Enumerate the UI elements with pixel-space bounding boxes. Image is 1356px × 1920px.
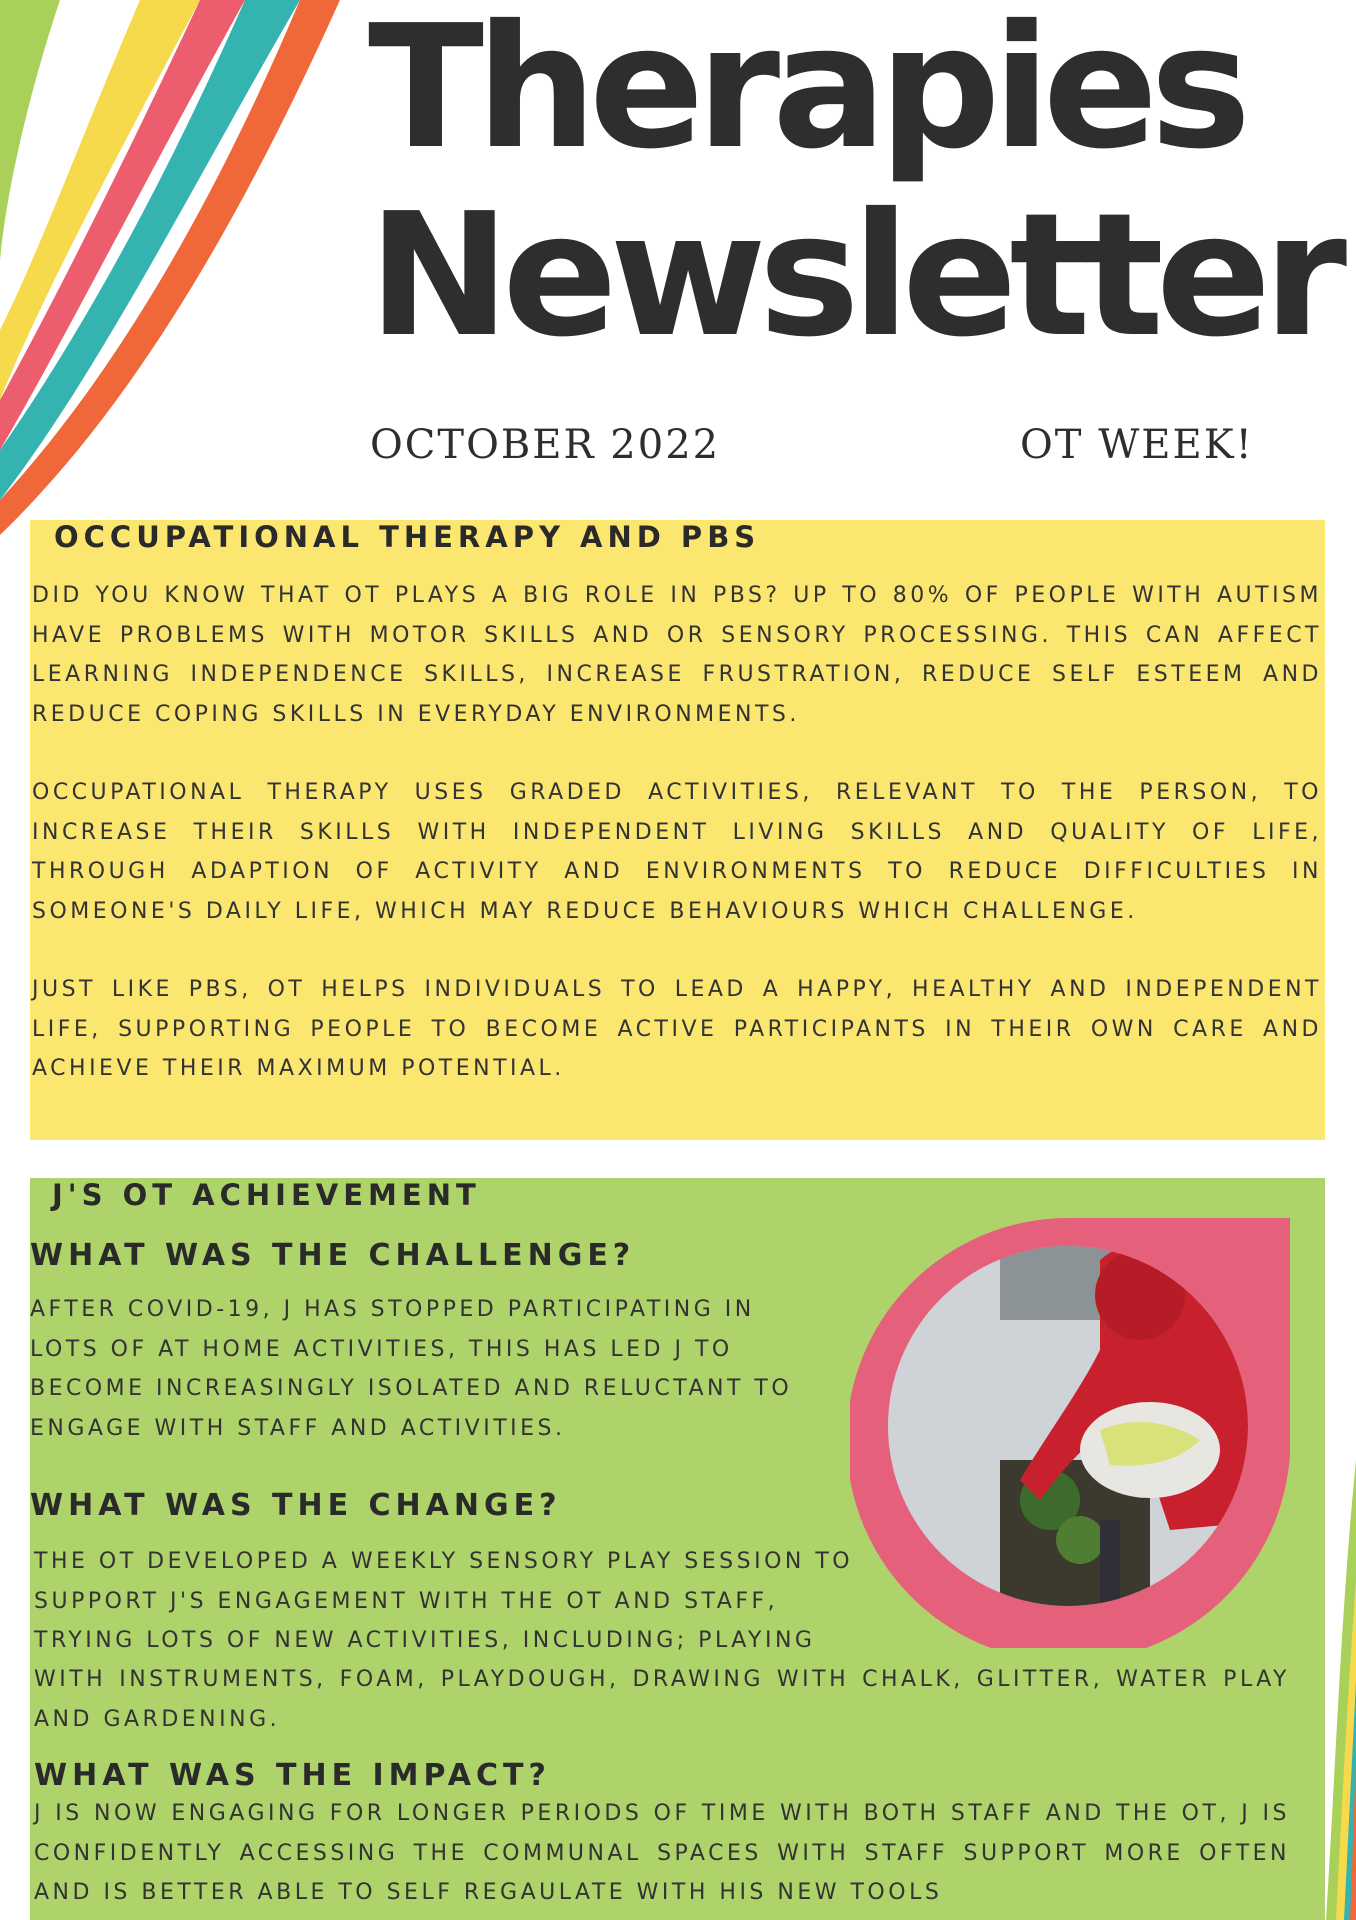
gardening-photo: [850, 1200, 1290, 1648]
ot-pbs-paragraph-3: JUST LIKE PBS, OT HELPS INDIVIDUALS TO LEAD A HAPPY, HEALTHY AND INDEPENDENT LIFE, SUPPORTING PEOPLE TO BECOME ACTIVE PARTICIPANTS IN THEIR OWN CARE AND ACHIEVE THEIR MAXIMUM POTENTIAL.: [32, 977, 1322, 1081]
ot-pbs-paragraph-2: OCCUPATIONAL THERAPY USES GRADED ACTIVITIES, RELEVANT TO THE PERSON, TO INCREASE THEIR SKILLS WITH INDEPENDENT LIVING SKILLS AND QUALITY OF LIFE, THROUGH ADAPTION OF ACTIVITY AND ENVIRONMENTS TO REDUCE DIFFICULTIES IN SOMEONE'S DAILY LIFE, WHICH MAY REDUCE BEHAVIOURS WHICH CHALLENGE.: [32, 780, 1322, 924]
impact-heading: WHAT WAS THE IMPACT?: [34, 1758, 551, 1793]
change-text-b: WITH INSTRUMENTS, FOAM, PLAYDOUGH, DRAWING WITH CHALK, GLITTER, WATER PLAY AND GARDENING.: [34, 1667, 1290, 1732]
change-heading: WHAT WAS THE CHANGE?: [30, 1488, 562, 1523]
change-text-a: THE OT DEVELOPED A WEEKLY SENSORY PLAY SESSION TO SUPPORT J'S ENGAGEMENT WITH THE OT AND STAFF, TRYING LOTS OF NEW ACTIVITIES, INCLUDING; PLAYING: [34, 1549, 854, 1653]
section-heading-achievement: J'S OT ACHIEVEMENT: [52, 1178, 481, 1212]
title-line-1: Therapies: [368, 0, 1244, 187]
title-line-2: Newsletter: [368, 177, 1340, 375]
tagline: OT WEEK!: [1020, 422, 1254, 468]
impact-text: J IS NOW ENGAGING FOR LONGER PERIODS OF TIME WITH BOTH STAFF AND THE OT, J IS CONFIDENTLY ACCESSING THE COMMUNAL SPACES WITH STAFF SUPPORT MORE OFTEN AND IS BETTER ABLE TO SELF REGAULATE WITH HIS NEW TOOLS: [34, 1801, 1290, 1905]
challenge-heading: WHAT WAS THE CHALLENGE?: [30, 1238, 636, 1273]
rainbow-stripes-icon: [0, 0, 340, 540]
issue-date: OCTOBER 2022: [370, 422, 721, 468]
ot-pbs-paragraph-1: DID YOU KNOW THAT OT PLAYS A BIG ROLE IN PBS? UP TO 80% OF PEOPLE WITH AUTISM HAVE PROBLEMS WITH MOTOR SKILLS AND OR SENSORY PROCESSING. THIS CAN AFFECT LEARNING INDEPENDENCE SKILLS, INCREASE FRUSTRATION, REDUCE SELF ESTEEM AND REDUCE COPING SKILLS IN EVERYDAY ENVIRONMENTS.: [32, 583, 1322, 727]
newsletter-title: [368, 0, 1340, 375]
ot-pbs-section: [30, 520, 1325, 1140]
section-heading-ot-pbs: OCCUPATIONAL THERAPY AND PBS: [54, 520, 761, 554]
challenge-text: AFTER COVID-19, J HAS STOPPED PARTICIPATING IN LOTS OF AT HOME ACTIVITIES, THIS HAS LED J TO BECOME INCREASINGLY ISOLATED AND RELUCTANT TO ENGAGE WITH STAFF AND ACTIVITIES.: [30, 1297, 793, 1441]
